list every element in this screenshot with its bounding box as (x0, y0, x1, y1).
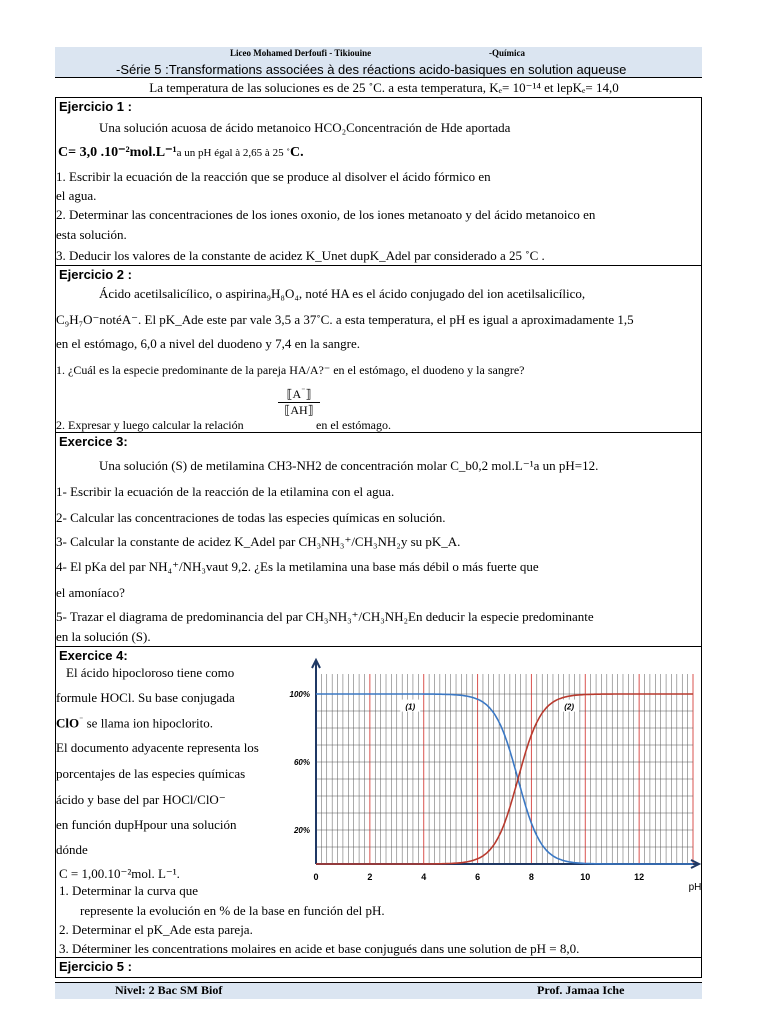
subject-name: -Química (489, 48, 525, 58)
exercise-4-title: Exercice 4: (59, 648, 128, 663)
ex2-line1: Ácido acetilsalicílico, o aspirina₉H₈O₄, noté HA es el ácido conjugado del ion acetilsalicílico, (99, 286, 586, 301)
series-title: -Série 5 :Transformations associées à des réactions acido-basiques en solution aqueuse (116, 62, 627, 77)
ex1-line5: 2. Determinar las concentraciones de los iones oxonio, de los iones metanoato y del ácido metanoico en (56, 207, 596, 222)
school-name: Liceo Mohamed Derfoufi - Tikiouine (230, 48, 372, 58)
x-tick-label: 6 (475, 872, 481, 882)
ex2-line4: 1. ¿Cuál es la especie predominante de la pareja HA/A?⁻ en el estómago, el duodeno y la sangre? (56, 363, 525, 377)
header-rule (55, 77, 702, 78)
ex4-text3: ClO⁻ se llama ion hipoclorito. (56, 715, 213, 731)
exercise-2 (55, 265, 702, 433)
ex1-line3: 1. Escribir la ecuación de la reacción que se produce al disolver el ácido fórmico en (56, 169, 491, 184)
ex4-text9: C = 1,00.10⁻²mol. L⁻¹. (59, 866, 180, 881)
footer-bar (55, 982, 702, 999)
ex3-line8: en la solución (S). (56, 629, 151, 644)
x-tick-label: 10 (580, 872, 591, 882)
ex2-line3: en el estómago, 6,0 a nivel del duodeno y 7,4 en la sangre. (56, 336, 360, 351)
ex3-line5: 4- El pKa del par NH₄⁺/NH₃vaut 9,2. ¿Es la metilamina una base más débil o más fuerte que (56, 559, 539, 574)
ex1-line7: 3. Deducir los valores de la constante de acidez K_Unet dupK_Adel par considerado a 25 ˚C . (56, 248, 545, 263)
header-line (55, 48, 702, 62)
ex4-text1: El ácido hipocloroso tiene como (66, 665, 235, 680)
x-tick-label: 8 (528, 872, 534, 882)
speciation-chart (280, 656, 700, 892)
level-label: Nivel: 2 Bac SM Biof (115, 983, 223, 997)
exercise-3-title: Exercice 3: (59, 434, 128, 449)
ex1-line6: esta solución. (56, 227, 127, 242)
ex4-q1a: 1. Determinar la curva que (59, 883, 198, 898)
ex4-q2: 2. Determinar el pK_Ade esta pareja. (59, 922, 253, 937)
ex4-text6: ácido y base del par HOCl/ClO⁻ (56, 792, 226, 807)
ex4-text2: formule HOCl. Su base conjugada (56, 690, 235, 705)
chart-grid (316, 674, 693, 864)
curve-label-1: (1) (405, 702, 416, 712)
x-tick-label: 12 (634, 872, 645, 882)
ex3-line6: el amoníaco? (56, 585, 125, 600)
ex3-line3: 2- Calcular las concentraciones de todas las especies químicas en solución. (56, 510, 446, 525)
ex2-line5: 2. Expresar y luego calcular la relación (56, 418, 244, 432)
exercise-3 (55, 432, 702, 647)
ex1-line2 (58, 144, 304, 161)
exercise-1-title: Ejercicio 1 : (59, 99, 132, 114)
ex1-unit: C. (289, 145, 304, 160)
x-tick-label: 0 (313, 872, 319, 882)
ex4-text5: porcentajes de las especies químicas (56, 766, 246, 781)
ex3-line2: 1- Escribir la ecuación de la reacción de la etilamina con el agua. (56, 484, 395, 499)
intro-line: La temperatura de las soluciones es de 25 ˚C. a esta temperatura, Kₑ= 10⁻¹⁴ et lepKₑ= 14,0 (149, 80, 619, 95)
ex3-line1: Una solución (S) de metilamina CH3-NH2 de concentración molar C_b0,2 mol.L⁻¹a un pH=12. (99, 458, 599, 473)
ex4-q1b: represente la evolución en % de la base en función del pH. (80, 903, 385, 918)
ex3-line4: 3- Calcular la constante de acidez K_Adel par CH₃NH₃⁺/CH₃NH₂y su pK_A. (56, 534, 461, 549)
y-tick-label: 20% (293, 826, 310, 835)
ex2-line5b: en el estómago. (316, 418, 391, 432)
ex1-concentration: C= 3,0 .10⁻²mol.L⁻¹ (58, 145, 177, 160)
y-tick-label: 100% (289, 690, 310, 699)
x-tick-label: 4 (421, 872, 427, 882)
y-tick-label: 60% (293, 758, 310, 767)
ex4-text4: El documento adyacente representa los (56, 740, 259, 755)
ratio-fraction (278, 386, 320, 418)
ex4-q3: 3. Déterminer les concentrations molaires en acide et base conjugués dans une solution de pH = 8,0. (59, 941, 580, 956)
ex2-line2: C₉H₇O⁻notéA⁻. El pK_Ade este par vale 3,5 a 37˚C. a esta temperatura, el pH es igual a aproximadamente 1,5 (56, 312, 634, 327)
ex4-text7: en función dupHpour una solución (56, 817, 237, 832)
teacher-label: Prof. Jamaa Iche (537, 983, 625, 997)
fraction-numerator: ⟦A⁻⟧ (278, 386, 320, 403)
ex1-line4: el agua. (56, 188, 97, 203)
exercise-2-title: Ejercicio 2 : (59, 267, 132, 282)
ex1-line1: Una solución acuosa de ácido metanoico HCO₂Concentración de Hde aportada (99, 120, 511, 135)
exercise-1 (55, 97, 702, 266)
ex1-ph: a un pH égal à 2,65 à 25 ˚ (176, 147, 290, 159)
chart-labels (400, 700, 579, 712)
ex3-line7: 5- Trazar el diagrama de predominancia del par CH₃NH₃⁺/CH₃NH₂En deducir la especie predominante (56, 609, 594, 624)
exercise-5 (55, 957, 702, 978)
x-tick-label: 2 (367, 872, 373, 882)
curve-label-2: (2) (564, 702, 575, 712)
ex4-text8: dónde (56, 842, 88, 857)
exercise-5-title: Ejercicio 5 : (59, 959, 132, 974)
fraction-denominator: ⟦AH⟧ (284, 403, 314, 417)
x-axis-label: pH (688, 882, 702, 893)
